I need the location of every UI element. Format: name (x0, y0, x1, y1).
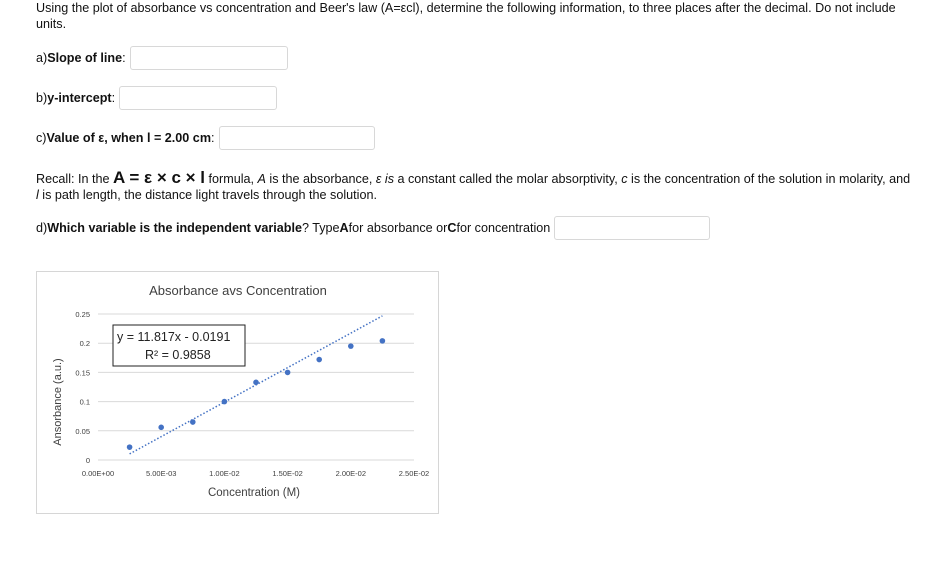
data-point (380, 338, 386, 344)
data-point (222, 399, 228, 405)
data-point (253, 380, 259, 386)
x-tick-label: 1.50E-02 (272, 469, 303, 478)
question-d: d) Which variable is the independent variable ? Type A for absorbance or C for concentration (36, 216, 710, 240)
x-tick-label: 2.00E-02 (335, 469, 367, 478)
equation-label: y = 11.817x - 0.0191 (117, 330, 231, 344)
question-a-prefix: a) (36, 51, 48, 65)
slope-input[interactable] (130, 46, 288, 70)
x-tick-label: 1.00E-02 (209, 469, 240, 478)
data-point (190, 419, 196, 425)
data-point (127, 444, 133, 450)
question-d-label: Which variable is the independent variable (47, 221, 302, 235)
y-tick-label: 0.1 (79, 397, 90, 407)
question-a-label: Slope of line (47, 51, 123, 65)
instructions-text: Using the plot of absorbance vs concentration and Beer's law (A=εcl), determine the following information, to three places after the decimal. Do not include units. (36, 1, 896, 31)
question-b: b) y-intercept : (36, 86, 277, 110)
absorbance-chart (37, 272, 438, 513)
chart-title: Absorbance avs Concentration (149, 283, 327, 298)
x-axis-title: Concentration (M) (207, 487, 301, 499)
y-axis-title: Ansorbance (a.u.) (52, 358, 64, 446)
data-point (348, 343, 354, 349)
chart-frame (36, 271, 439, 514)
epsilon-input[interactable] (219, 126, 375, 150)
x-tick-label: 5.00E-03 (145, 469, 177, 478)
question-b-label: y-intercept (47, 91, 112, 105)
data-point (316, 357, 322, 363)
r2-label: R² = 0.9858 (145, 348, 211, 362)
x-tick-label: 2.50E-02 (398, 469, 430, 478)
data-point (285, 370, 291, 376)
recall-text: Recall: In the A = ε × c × l formula, A is the absorbance, ε is a constant called the molar absorptivity, c is the concentration of the solution in molarity, and l is path length, the distance light travels through the solution. (36, 168, 911, 202)
y-intercept-input[interactable] (119, 86, 277, 110)
independent-variable-input[interactable] (554, 216, 710, 240)
y-tick-label: 0 (85, 456, 90, 465)
question-a: a) Slope of line : (36, 46, 288, 70)
y-tick-label: 0.05 (75, 426, 90, 436)
y-tick-label: 0.15 (75, 368, 90, 378)
beers-law-formula: A = ε × c × l (113, 168, 206, 187)
data-point (158, 424, 164, 430)
x-tick-label: 0.00E+00 (81, 469, 115, 478)
question-c: c) Value of ε, when l = 2.00 cm : (36, 126, 375, 150)
question-c-label: Value of ε, when l = 2.00 cm (46, 131, 212, 145)
y-tick-label: 0.2 (79, 339, 90, 349)
y-tick-label: 0.25 (75, 310, 90, 319)
